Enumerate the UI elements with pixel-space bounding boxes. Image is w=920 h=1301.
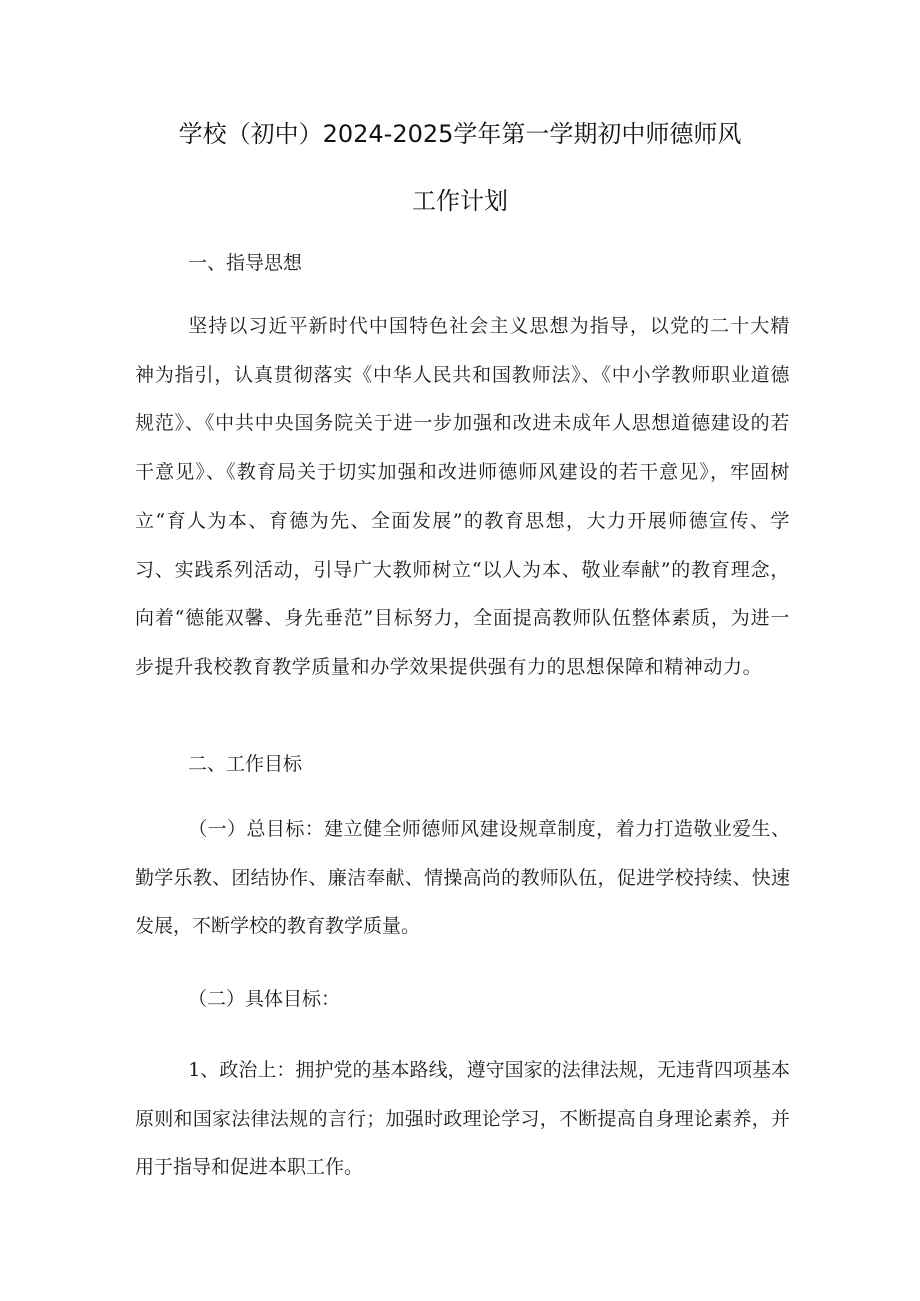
specific-goals-heading: （二）具体目标：: [188, 988, 341, 1010]
guiding-paragraph: 坚持以习近平新时代中国特色社会主义思想为指导，以党的二十大精神为指引，认真贯彻落实《中华人民共和国教师法》、《中小学教师职业道德规范》、《中共中央国务院关于进一步加强和改进未成年人思想道德建设的若干意见》、《教育局关于切实加强和改进师德师风建设的若干意见》，牢固树立“育人为本、育德为先、全面发展”的教育思想，大力开展师德宣传、学习、实践系列活动，引导广大教师树立“以人为本、敬业奉献”的教育理念，向着“德能双馨、身先垂范”目标努力，全面提高教师队伍整体素质，为进一步提升我校教育教学质量和办学效果提供强有力的思想保障和精神动力。: [135, 315, 790, 678]
section-heading-goals: 二、工作目标: [188, 753, 303, 775]
overall-goal-paragraph: （一）总目标：建立健全师德师风建设规章制度，着力打造敬业爱生、勤学乐教、团结协作、廉洁奉献、情操高尚的教师队伍，促进学校持续、快速发展，不断学校的教育教学质量。: [135, 818, 790, 938]
document-title-line-1: 学校（初中）2024-2025学年第一学期初中师德师风: [178, 120, 742, 148]
section-heading-guiding: 一、指导思想: [188, 252, 303, 274]
specific-goal-item-1: 1、政治上：拥护党的基本路线，遵守国家的法律法规，无违背四项基本原则和国家法律法规的言行；加强时政理论学习，不断提高自身理论素养，并用于指导和促进本职工作。: [135, 1059, 790, 1179]
document-title-line-2: 工作计划: [412, 187, 508, 215]
